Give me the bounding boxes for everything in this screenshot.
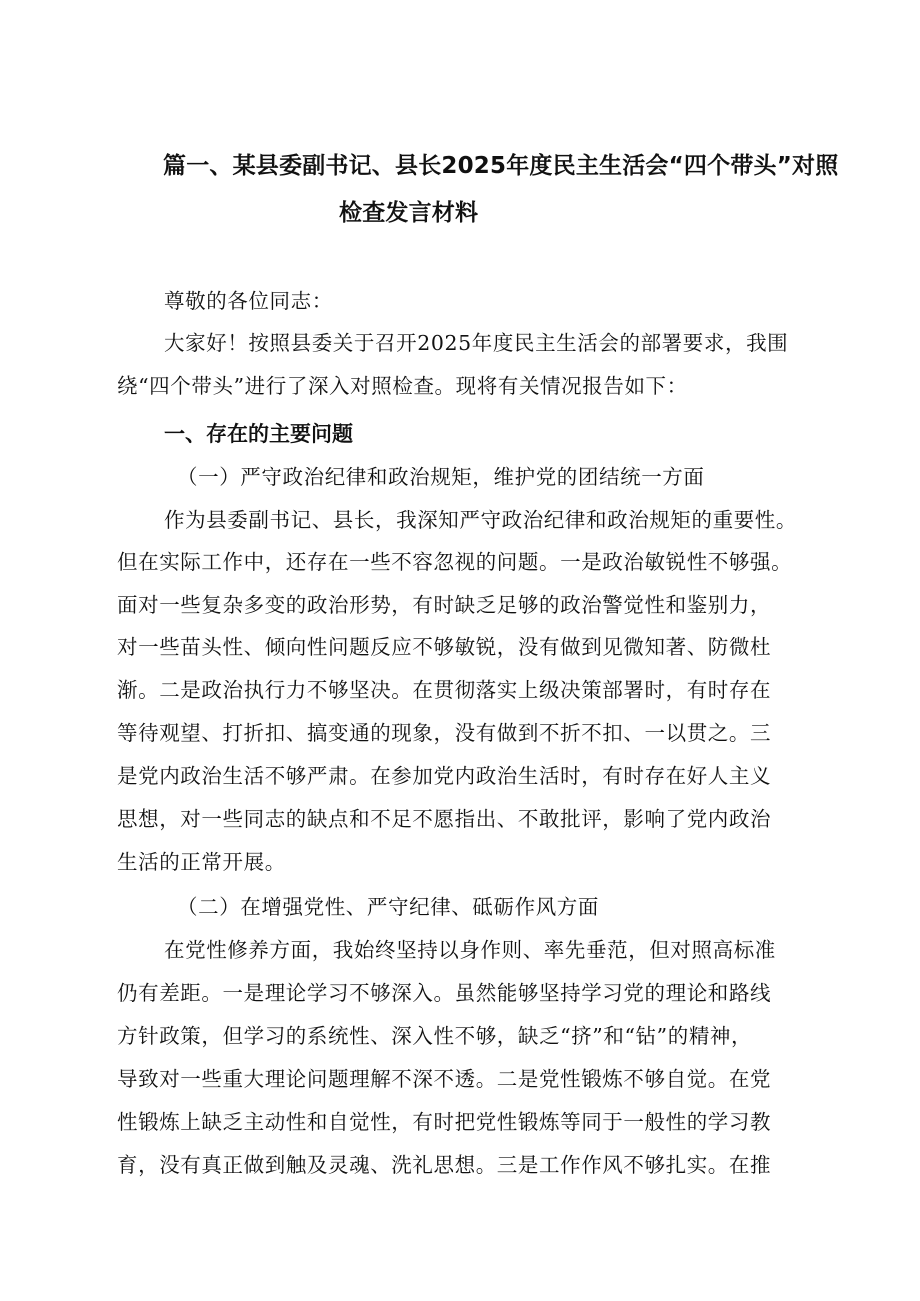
document-title-line-2: 检查发言材料 [339, 200, 479, 226]
paragraph-line: 在党性修养方面，我始终坚持以身作则、率先垂范，但对照高标准 [164, 938, 776, 962]
subsection-heading-2: （二）在增强党性、严守纪律、砥砺作风方面 [177, 895, 599, 919]
subsection-heading-1: （一）严守政治纪律和政治规矩，维护党的团结统一方面 [177, 465, 705, 489]
paragraph-line: 性锻炼上缺乏主动性和自觉性，有时把党性锻炼等同于一般性的学习教 [117, 1110, 772, 1134]
section-heading: 一、存在的主要问题 [164, 422, 353, 446]
paragraph-line: 育，没有真正做到触及灵魂、洗礼思想。三是工作作风不够扎实。在推 [117, 1153, 772, 1177]
intro-line-2: 绕“四个带头”进行了深入对照检查。现将有关情况报告如下： [117, 374, 688, 398]
paragraph-line: 是党内政治生活不够严肃。在参加党内政治生活时，有时存在好人主义 [117, 764, 772, 788]
paragraph-line: 等待观望、打折扣、搞变通的现象，没有做到不折不扣、一以贯之。三 [117, 721, 772, 745]
paragraph-line: 渐。二是政治执行力不够坚决。在贯彻落实上级决策部署时，有时存在 [117, 678, 772, 702]
paragraph-line: 导致对一些重大理论问题理解不深不透。二是党性锻炼不够自觉。在党 [117, 1067, 772, 1091]
salutation: 尊敬的各位同志： [164, 289, 333, 313]
paragraph-line: 生活的正常开展。 [117, 850, 286, 874]
paragraph-line: 作为县委副书记、县长，我深知严守政治纪律和政治规矩的重要性。 [164, 508, 797, 532]
paragraph-line: 思想，对一些同志的缺点和不足不愿指出、不敢批评，影响了党内政治 [117, 807, 772, 831]
intro-line-1: 大家好！按照县委关于召开2025年度民主生活会的部署要求，我围 [164, 331, 789, 355]
paragraph-line: 面对一些复杂多变的政治形势，有时缺乏足够的政治警觉性和鉴别力， [117, 593, 772, 617]
paragraph-line: 但在实际工作中，还存在一些不容忽视的问题。一是政治敏锐性不够强。 [117, 550, 793, 574]
document-title-line-1: 篇一、某县委副书记、县长2025年度民主生活会“四个带头”对照 [163, 153, 839, 179]
paragraph-line: 方针政策，但学习的系统性、深入性不够，缺乏“挤”和“钻”的精神， [117, 1024, 753, 1048]
paragraph-line: 仍有差距。一是理论学习不够深入。虽然能够坚持学习党的理论和路线 [117, 981, 772, 1005]
paragraph-line: 对一些苗头性、倾向性问题反应不够敏锐，没有做到见微知著、防微杜 [117, 635, 772, 659]
